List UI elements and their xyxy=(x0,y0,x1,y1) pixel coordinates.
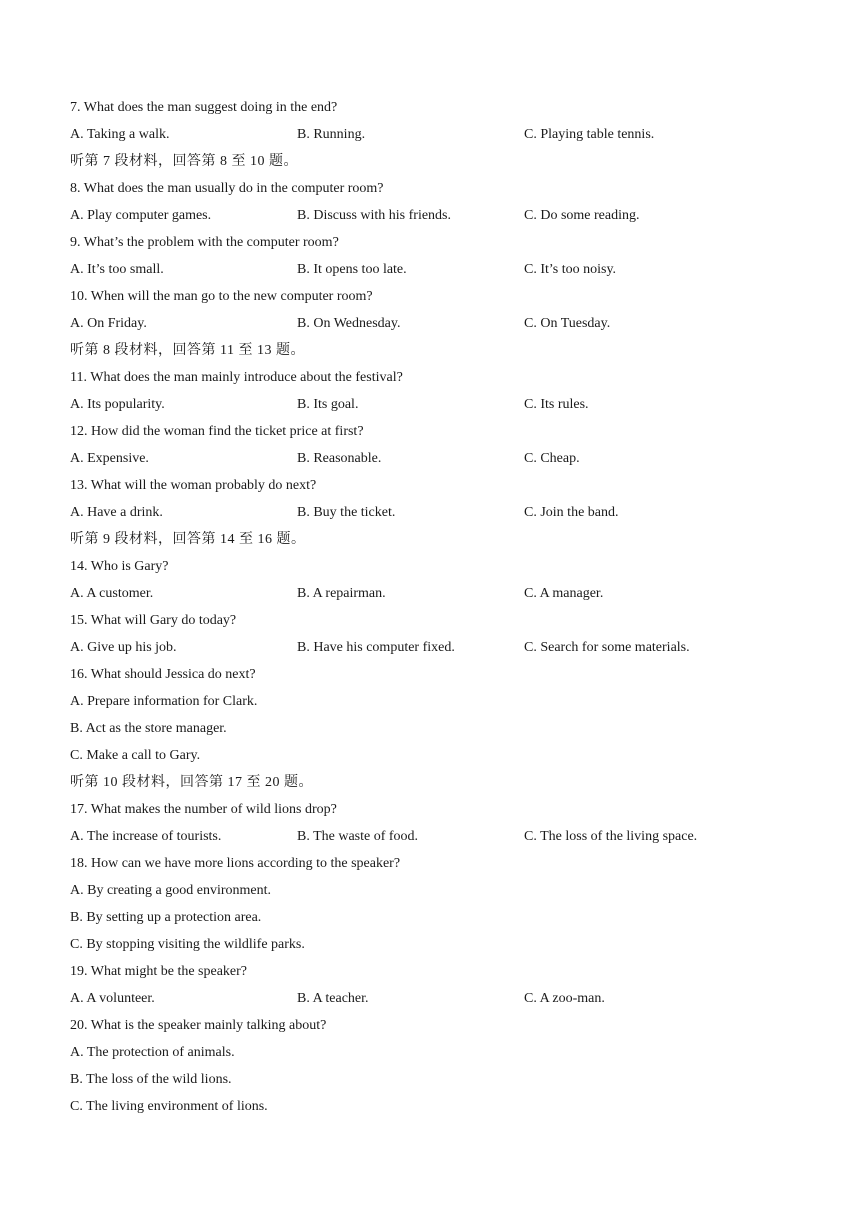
answer-option: C. Cheap. xyxy=(524,451,580,466)
question-text: 12. How did the woman find the ticket price at first? xyxy=(70,424,364,439)
answer-option: B. Running. xyxy=(297,127,366,142)
answer-option: C. A zoo-man. xyxy=(524,991,605,1006)
question-text: A. Prepare information for Clark. xyxy=(70,694,258,709)
exam-content xyxy=(70,94,790,1120)
question-text: 17. What makes the number of wild lions drop? xyxy=(70,802,337,817)
question-text: 13. What will the woman probably do next? xyxy=(70,478,317,493)
answer-option: B. It opens too late. xyxy=(297,262,407,277)
question-text: 10. When will the man go to the new computer room? xyxy=(70,289,373,304)
answer-options-row xyxy=(70,121,790,148)
question-text: 11. What does the man mainly introduce about the festival? xyxy=(70,370,403,385)
answer-option: C. On Tuesday. xyxy=(524,316,611,331)
question-text: C. The living environment of lions. xyxy=(70,1099,268,1114)
question-text: A. The protection of animals. xyxy=(70,1045,235,1060)
answer-option: A. A volunteer. xyxy=(70,991,155,1006)
answer-option: B. Its goal. xyxy=(297,397,359,412)
question-text: B. The loss of the wild lions. xyxy=(70,1072,232,1087)
answer-option: B. A teacher. xyxy=(297,991,369,1006)
question-text: 15. What will Gary do today? xyxy=(70,613,237,628)
question-text: 9. What’s the problem with the computer room? xyxy=(70,235,339,250)
answer-option: A. Expensive. xyxy=(70,451,149,466)
answer-options-row xyxy=(70,310,790,337)
question-text: 18. How can we have more lions according to the speaker? xyxy=(70,856,401,871)
answer-option: B. On Wednesday. xyxy=(297,316,401,331)
answer-options-row xyxy=(70,580,790,607)
answer-option: A. Its popularity. xyxy=(70,397,165,412)
question-text: 19. What might be the speaker? xyxy=(70,964,248,979)
answer-option: B. Buy the ticket. xyxy=(297,505,396,520)
question-text: 14. Who is Gary? xyxy=(70,559,169,574)
question-text: 20. What is the speaker mainly talking about? xyxy=(70,1018,327,1033)
answer-option: C. A manager. xyxy=(524,586,604,601)
answer-option: B. Discuss with his friends. xyxy=(297,208,451,223)
answer-option: A. The increase of tourists. xyxy=(70,829,222,844)
answer-option: B. Reasonable. xyxy=(297,451,382,466)
section-instruction: 听第 10 段材料，回答第 17 至 20 题。 xyxy=(70,775,313,790)
answer-options-row xyxy=(70,634,790,661)
answer-option: C. The loss of the living space. xyxy=(524,829,698,844)
answer-option: A. A customer. xyxy=(70,586,154,601)
section-instruction: 听第 7 段材料，回答第 8 至 10 题。 xyxy=(70,154,298,169)
answer-option: C. It’s too noisy. xyxy=(524,262,617,277)
answer-option: C. Its rules. xyxy=(524,397,589,412)
question-text: A. By creating a good environment. xyxy=(70,883,272,898)
answer-option: A. Give up his job. xyxy=(70,640,177,655)
section-instruction: 听第 9 段材料，回答第 14 至 16 题。 xyxy=(70,532,306,547)
answer-option: C. Do some reading. xyxy=(524,208,640,223)
question-text: 8. What does the man usually do in the computer room? xyxy=(70,181,384,196)
question-text: C. Make a call to Gary. xyxy=(70,748,201,763)
answer-option: C. Join the band. xyxy=(524,505,619,520)
answer-option: B. Have his computer fixed. xyxy=(297,640,455,655)
answer-option: C. Search for some materials. xyxy=(524,640,690,655)
answer-options-row xyxy=(70,823,790,850)
question-text: B. Act as the store manager. xyxy=(70,721,227,736)
answer-option: A. Have a drink. xyxy=(70,505,163,520)
answer-option: C. Playing table tennis. xyxy=(524,127,655,142)
answer-option: A. On Friday. xyxy=(70,316,147,331)
question-text: 7. What does the man suggest doing in the end? xyxy=(70,100,338,115)
answer-options-row xyxy=(70,499,790,526)
answer-option: A. Play computer games. xyxy=(70,208,212,223)
section-instruction: 听第 8 段材料，回答第 11 至 13 题。 xyxy=(70,343,305,358)
answer-option: B. The waste of food. xyxy=(297,829,419,844)
answer-options-row xyxy=(70,985,790,1012)
answer-option: A. Taking a walk. xyxy=(70,127,170,142)
question-text: C. By stopping visiting the wildlife parks. xyxy=(70,937,305,952)
answer-options-row xyxy=(70,202,790,229)
answer-options-row xyxy=(70,256,790,283)
answer-option: A. It’s too small. xyxy=(70,262,164,277)
question-text: 16. What should Jessica do next? xyxy=(70,667,256,682)
answer-options-row xyxy=(70,391,790,418)
answer-option: B. A repairman. xyxy=(297,586,386,601)
answer-options-row xyxy=(70,445,790,472)
question-text: B. By setting up a protection area. xyxy=(70,910,262,925)
